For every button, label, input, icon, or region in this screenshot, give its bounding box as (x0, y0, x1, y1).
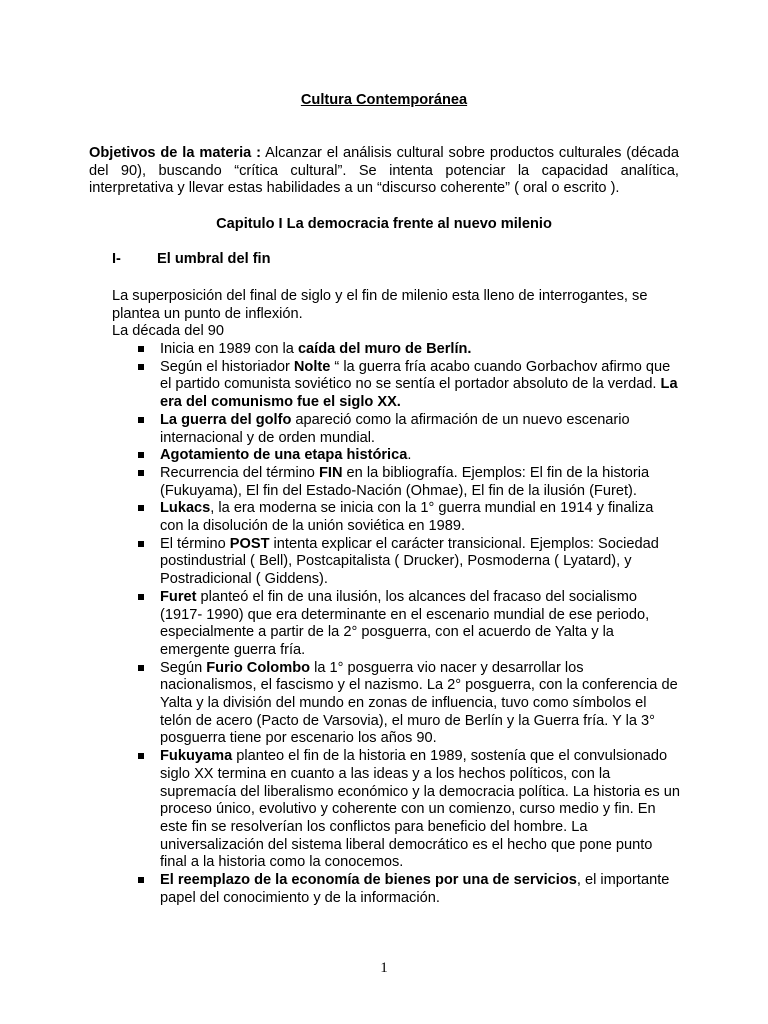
list-item (0, 465, 680, 500)
intro-paragraph: La superposición del final de siglo y el fin de milenio esta lleno de interrogantes, se plantea un punto de inflexión. (112, 288, 648, 322)
section-heading (112, 251, 271, 269)
bullet-square-icon (138, 346, 144, 352)
text-run: planteó el fin de una ilusión, los alcances del fracaso del socialismo (1917- 1990) que era determinante en el escenario mundial de ese periodo, especialmente a partir de la 2° posguerra, con el acuerdo de Yalta y la emergente guerra fría. (160, 588, 650, 658)
objectives-text: Alcanzar el análisis cultural sobre productos culturales (década del 90), buscando “crítica cultural”. Se intenta potenciar la capacidad analítica, interpretativa y llevar estas habilidades a un “discurso coherente” ( oral o escrito ). (89, 145, 679, 197)
text-run: planteo el fin de la historia en 1989, sostenía que el convulsionado siglo XX termina en cuanto a las ideas y a los hechos políticos, con la supremacía del liberalismo económico y la democracia política. La historia es un proceso único, evolutivo y coherente con un comienzo, curso medio y fin. En este fin se resolverían los conflictos para beneficio del hombre. La universalización del sistema liberal democrático es el hecho que pone punto final a la historia como la conocemos. (160, 748, 680, 871)
list-item (0, 660, 680, 749)
bold-text: FIN (318, 464, 343, 481)
list-item-text (160, 447, 411, 463)
text-run: Recurrencia del término (160, 464, 319, 481)
list-item (0, 872, 680, 907)
list-item (0, 341, 680, 359)
bullet-square-icon (138, 877, 144, 883)
bullet-square-icon (138, 665, 144, 671)
text-run: , la era moderna se inicia con la 1° guerra mundial en 1914 y finaliza con la disolución de la unión soviética en 1989. (160, 500, 654, 535)
list-item (0, 359, 680, 412)
list-item (0, 536, 680, 589)
bullet-square-icon (138, 470, 144, 476)
text-run: . (407, 447, 412, 464)
list-item-text (160, 465, 649, 499)
bullet-square-icon (138, 364, 144, 370)
bullet-square-icon (138, 417, 144, 423)
bullet-square-icon (138, 594, 144, 600)
list-item-text (160, 341, 472, 357)
text-run: Inicia en 1989 con la (160, 341, 298, 357)
bold-text: Fukuyama (160, 748, 233, 765)
decade-label: La década del 90 (112, 323, 224, 339)
bold-text: Nolte (293, 358, 331, 375)
bullet-square-icon (138, 505, 144, 511)
list-item-text (160, 748, 680, 870)
bold-text: La guerra del golfo (160, 411, 292, 428)
document-title: Cultura Contemporánea (300, 92, 468, 108)
bold-text: La era del comunismo fue el siglo XX. (160, 376, 678, 411)
page-number: 1 (380, 960, 388, 976)
list-item (0, 412, 680, 447)
section-number: I- (112, 251, 121, 267)
text-run: Según (160, 659, 207, 676)
list-item-text (160, 359, 678, 410)
text-run: , el importante papel del conocimiento y de la información. (160, 872, 670, 906)
list-item-text (160, 660, 678, 747)
list-item (0, 500, 680, 535)
text-run: en la bibliografía. Ejemplos: El fin de la historia (Fukuyama), El fin del Estado-Nación (Ohmae), El fin de la ilusión (Furet). (160, 464, 650, 499)
objectives-label: Objetivos de la materia : (89, 145, 262, 161)
list-item-text (160, 412, 630, 446)
text-run: Según el historiador (160, 358, 294, 375)
list-item-text (160, 589, 649, 658)
bold-text: Furet (160, 588, 197, 605)
list-item-text (160, 500, 653, 534)
list-item (0, 447, 680, 465)
bold-text: POST (229, 535, 270, 552)
text-run: la 1° posguerra vio nacer y desarrollar los nacionalismos, el fascismo y el nazismo. La 2° posguerra, con la conferencia de Yalta y la división del mundo en zonas de influencia, tuvo como símbolos el telón de acero (Pacto de Varsovia), el muro de Berlín y la Guerra fría. Y la 3° posguerra tiene por escenario los años 90. (160, 659, 678, 747)
text-run: apareció como la afirmación de un nuevo escenario internacional y de orden mundial. (160, 411, 630, 446)
bold-text: Agotamiento de una etapa histórica (160, 447, 408, 464)
text-run: El término (160, 535, 230, 552)
bullet-square-icon (138, 452, 144, 458)
section-title: El umbral del fin (157, 251, 271, 267)
bullet-list (0, 341, 768, 908)
bold-text: Furio Colombo (206, 659, 311, 676)
bold-text: Lukacs (160, 500, 211, 517)
text-run: intenta explicar el carácter transicional. Ejemplos: Sociedad postindustrial ( Bell), Postcapitalista ( Drucker), Posmoderna ( Lyatard), y Postradicional ( Giddens). (160, 535, 659, 588)
bold-text: caída del muro de Berlín. (297, 341, 472, 357)
bold-text: El reemplazo de la economía de bienes por una de servicios (160, 872, 577, 889)
list-item-text (160, 536, 659, 587)
list-item (0, 589, 680, 660)
chapter-title: Capitulo I La democracia frente al nuevo milenio (216, 216, 552, 232)
list-item-text (160, 872, 669, 906)
bullet-square-icon (138, 541, 144, 547)
list-item (0, 748, 680, 872)
text-run: “ la guerra fría acabo cuando Gorbachov afirmo que el partido comunista soviético no se sentía el portador absoluto de la verdad. (160, 358, 671, 393)
bullet-square-icon (138, 753, 144, 759)
objectives-paragraph (89, 145, 679, 198)
